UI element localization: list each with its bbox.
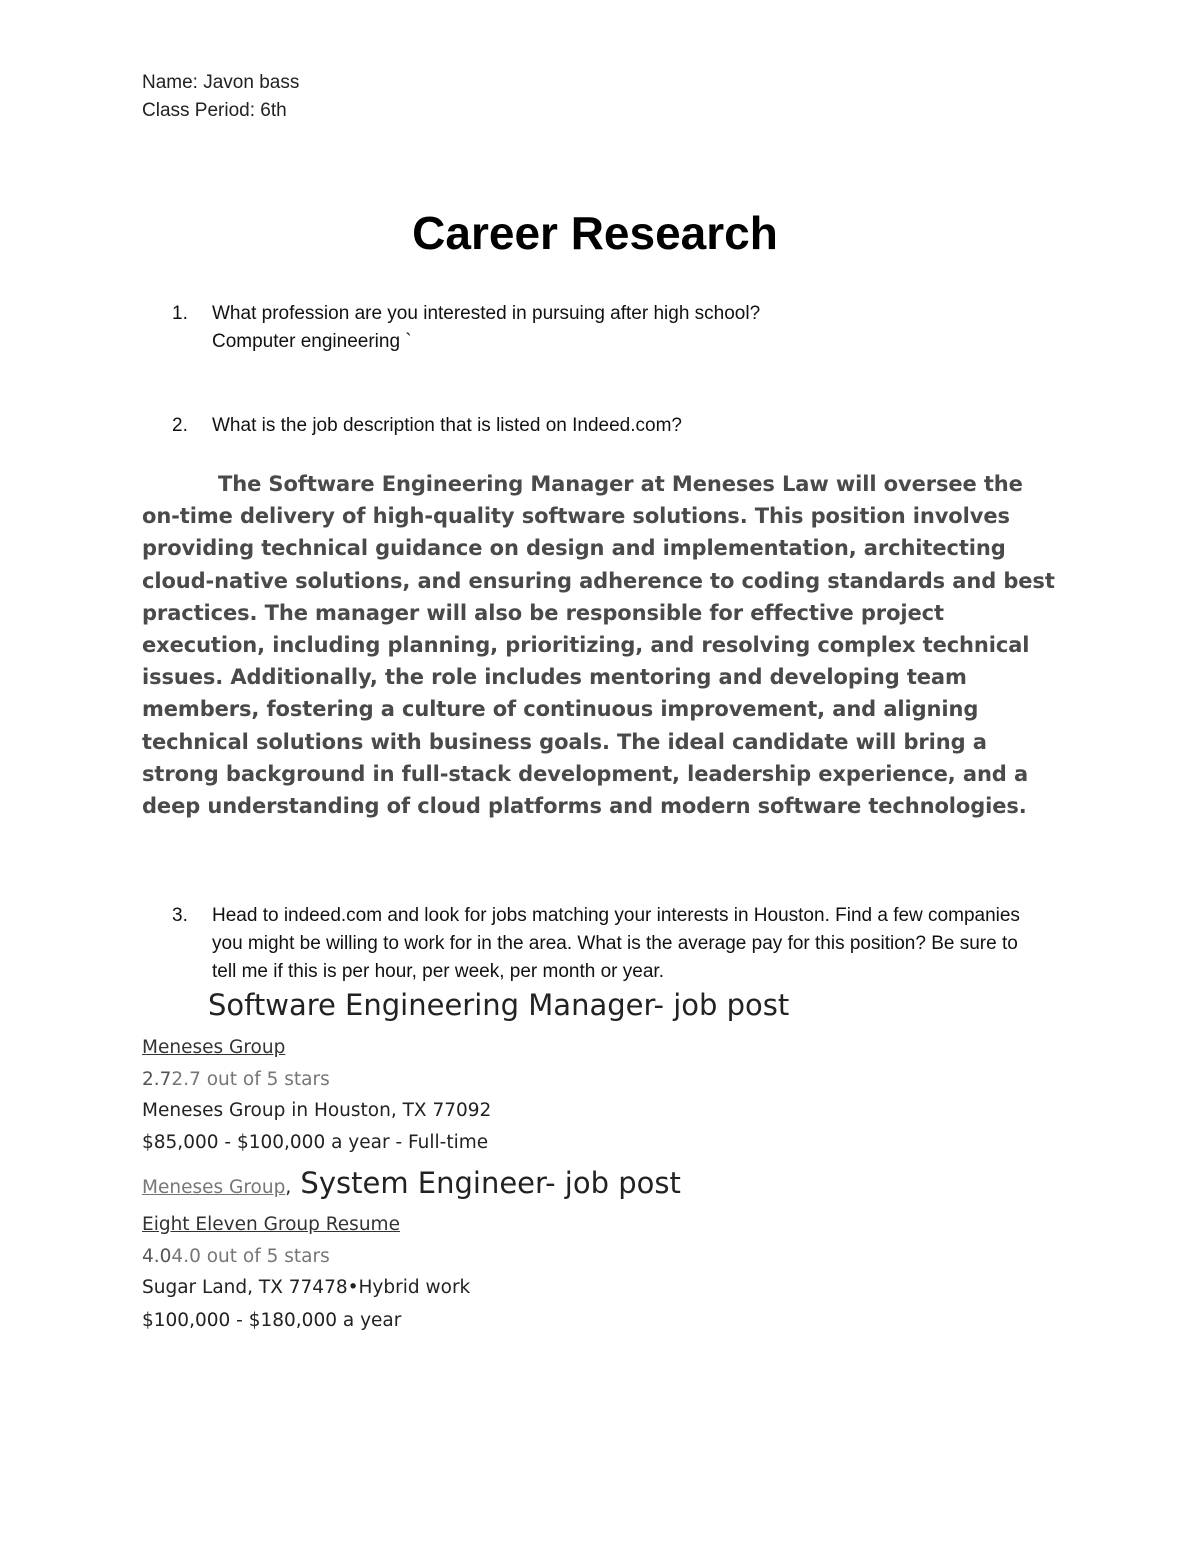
class-period: Class Period: 6th — [142, 100, 287, 121]
question-text: What profession are you interested in pursuing after high school? — [212, 303, 761, 324]
job1-heading: Software Engineering Manager- job post — [208, 988, 790, 1022]
rating-value: 4.0 — [142, 1246, 172, 1267]
page-title: Career Research — [412, 207, 778, 259]
job2-rating — [142, 1246, 330, 1267]
job2-company-link[interactable]: Eight Eleven Group Resume — [142, 1214, 400, 1235]
question-answer: Computer engineering ` — [212, 331, 412, 352]
job2-company-link-top[interactable]: Meneses Group — [142, 1177, 286, 1198]
job2-location: Sugar Land, TX 77478•Hybrid work — [142, 1277, 471, 1298]
rating-value: 2.7 — [142, 1069, 172, 1090]
rating-text: 4.0 out of 5 stars — [171, 1246, 330, 1267]
question-number: 1. — [172, 303, 188, 324]
job1-rating — [142, 1069, 330, 1090]
rating-text: 2.7 out of 5 stars — [171, 1069, 330, 1090]
question-number: 2. — [172, 415, 188, 436]
question-number: 3. — [172, 905, 188, 926]
job1-location: Meneses Group in Houston, TX 77092 — [142, 1100, 492, 1121]
student-name: Name: Javon bass — [142, 72, 300, 93]
question-text: What is the job description that is listed on Indeed.com? — [212, 415, 682, 436]
salary-text: $85,000 - $100,000 a year — [142, 1132, 390, 1153]
question-text: Head to indeed.com and look for jobs matching your interests in Houston. Find a few companies you might be willing to work for in the area. What is the average pay for this position? Be sure to tell me if this is per hour, per week, per month or year. — [212, 905, 1020, 982]
job2-salary: $100,000 - $180,000 a year — [142, 1310, 402, 1331]
job1-company-link[interactable]: Meneses Group — [142, 1037, 286, 1058]
job2-heading-line — [142, 1166, 681, 1200]
job2-heading: System Engineer- job post — [291, 1166, 681, 1200]
employment-type: - Full-time — [389, 1132, 489, 1153]
job-description: The Software Engineering Manager at Meneses Law will oversee the on-time delivery of high-quality software solutions. This position involves providing technical guidance on design and implementation, architecting cloud-native solutions, and ensuring adherence to coding standards and best practices. The manager will also be responsible for effective project execution, including planning, prioritizing, and resolving complex technical issues. Additionally, the role includes mentoring and developing team members, fostering a culture of continuous improvement, and aligning technical solutions with business goals. The ideal candidate will bring a strong background in full-stack development, leadership experience, and a deep understanding of cloud platforms and modern software technologies. — [142, 472, 1055, 819]
separator: , — [285, 1177, 292, 1198]
job1-salary — [142, 1132, 488, 1153]
